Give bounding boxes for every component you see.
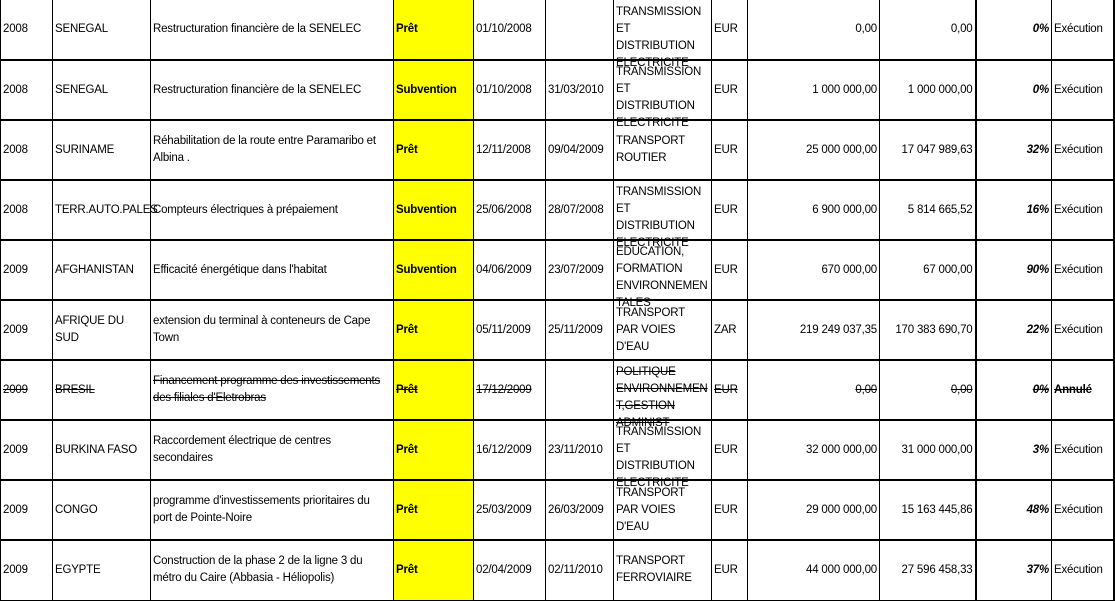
percent-cell: 0% <box>976 0 1052 60</box>
percent-cell: 22% <box>976 300 1052 360</box>
financing-type-cell: Prêt <box>394 420 474 480</box>
end-date-cell: 23/07/2009 <box>546 240 614 300</box>
country-cell: CONGO <box>53 480 151 540</box>
disbursed-cell: 0,00 <box>880 360 976 420</box>
sector-cell <box>614 60 712 129</box>
sector-cell <box>614 180 712 249</box>
end-date-cell: 25/11/2009 <box>546 300 614 360</box>
table-row[interactable] <box>1 120 1114 180</box>
currency-cell: EUR <box>712 540 748 600</box>
currency-cell: EUR <box>712 360 748 420</box>
project-cell: Raccordement électrique de centres secondaires <box>151 420 394 480</box>
sector-text: POLITIQUE ENVIRONNEMEN T,GESTION ADMINIST <box>616 366 708 429</box>
sector-cell <box>614 540 712 600</box>
percent-cell: 32% <box>976 120 1052 180</box>
country-cell: EGYPTE <box>53 540 151 600</box>
end-date-cell: 26/03/2009 <box>546 480 614 540</box>
percent-cell: 37% <box>976 540 1052 600</box>
disbursed-cell: 1 000 000,00 <box>880 60 976 120</box>
percent-cell: 90% <box>976 240 1052 300</box>
status-cell: Exécution <box>1052 180 1114 240</box>
disbursed-cell: 67 000,00 <box>880 240 976 300</box>
sector-text: EDUCATION, FORMATION ENVIRONNEMEN TALES <box>616 246 708 309</box>
end-date-cell: 09/04/2009 <box>546 120 614 180</box>
sector-cell <box>614 0 712 69</box>
status-cell: Exécution <box>1052 0 1114 60</box>
year-cell: 2009 <box>1 240 53 300</box>
financing-type-cell: Prêt <box>394 120 474 180</box>
currency-cell: EUR <box>712 480 748 540</box>
end-date-cell <box>546 0 614 60</box>
amount-cell: 0,00 <box>748 360 880 420</box>
country-cell: AFRIQUE DU SUD <box>53 300 151 360</box>
amount-cell: 670 000,00 <box>748 240 880 300</box>
year-cell: 2009 <box>1 300 53 360</box>
amount-cell: 32 000 000,00 <box>748 420 880 480</box>
financing-type-cell: Subvention <box>394 60 474 120</box>
status-cell: Exécution <box>1052 540 1114 600</box>
currency-cell: ZAR <box>712 300 748 360</box>
amount-cell: 219 249 037,35 <box>748 300 880 360</box>
country-cell: SENEGAL <box>53 60 151 120</box>
status-cell: Exécution <box>1052 60 1114 120</box>
currency-cell: EUR <box>712 60 748 120</box>
end-date-cell: 23/11/2010 <box>546 420 614 480</box>
sector-text: TRANSMISSION ET DISTRIBUTION ELECTRICITE <box>616 66 702 129</box>
disbursed-cell: 27 596 458,33 <box>880 540 976 600</box>
table-body <box>1 0 1114 600</box>
table-row[interactable] <box>1 480 1114 540</box>
table-row[interactable] <box>1 60 1114 120</box>
start-date-cell: 04/06/2009 <box>474 240 546 300</box>
table-row[interactable] <box>1 180 1114 240</box>
project-cell: Compteurs électriques à prépaiement <box>151 180 394 240</box>
sector-text: TRANSPORT PAR VOIES D'EAU <box>616 306 685 353</box>
percent-cell: 16% <box>976 180 1052 240</box>
project-cell: Restructuration financière de la SENELEC <box>151 60 394 120</box>
currency-cell: EUR <box>712 180 748 240</box>
disbursed-cell: 17 047 989,63 <box>880 120 976 180</box>
disbursed-cell: 31 000 000,00 <box>880 420 976 480</box>
start-date-cell: 01/10/2008 <box>474 60 546 120</box>
financing-type-cell: Prêt <box>394 540 474 600</box>
country-cell: SURINAME <box>53 120 151 180</box>
year-cell: 2009 <box>1 420 53 480</box>
country-cell: AFGHANISTAN <box>53 240 151 300</box>
start-date-cell: 17/12/2009 <box>474 360 546 420</box>
end-date-cell: 31/03/2010 <box>546 60 614 120</box>
financing-type-cell: Prêt <box>394 0 474 60</box>
end-date-cell <box>546 360 614 420</box>
currency-cell: EUR <box>712 240 748 300</box>
financing-type-cell: Prêt <box>394 480 474 540</box>
disbursed-cell: 0,00 <box>880 0 976 60</box>
end-date-cell: 28/07/2008 <box>546 180 614 240</box>
disbursed-cell: 5 814 665,52 <box>880 180 976 240</box>
status-cell: Exécution <box>1052 420 1114 480</box>
financing-type-cell: Subvention <box>394 180 474 240</box>
amount-cell: 0,00 <box>748 0 880 60</box>
year-cell: 2009 <box>1 480 53 540</box>
project-cell: extension du terminal à conteneurs de Cape Town <box>151 300 394 360</box>
sector-text: TRANSPORT FERROVIAIRE <box>616 555 692 585</box>
project-cell: programme d'investissements prioritaires du port de Pointe-Noire <box>151 480 394 540</box>
status-cell: Exécution <box>1052 120 1114 180</box>
start-date-cell: 25/06/2008 <box>474 180 546 240</box>
table-row[interactable] <box>1 420 1114 480</box>
project-cell: Réhabilitation de la route entre Paramaribo et Albina . <box>151 120 394 180</box>
currency-cell: EUR <box>712 120 748 180</box>
financing-type-cell: Prêt <box>394 300 474 360</box>
percent-cell: 3% <box>976 420 1052 480</box>
year-cell: 2008 <box>1 60 53 120</box>
country-cell: TERR.AUTO.PALES <box>53 180 151 240</box>
project-cell: Construction de la phase 2 de la ligne 3 du métro du Caire (Abbasia - Héliopolis) <box>151 540 394 600</box>
percent-cell: 0% <box>976 60 1052 120</box>
table-row[interactable] <box>1 540 1114 600</box>
currency-cell: EUR <box>712 0 748 60</box>
start-date-cell: 02/04/2009 <box>474 540 546 600</box>
year-cell: 2008 <box>1 0 53 60</box>
amount-cell: 29 000 000,00 <box>748 480 880 540</box>
currency-cell: EUR <box>712 420 748 480</box>
table-row[interactable] <box>1 240 1114 300</box>
project-cell: Financement programme des investissements des filiales d'Eletrobras <box>151 360 394 420</box>
table-row[interactable] <box>1 0 1114 60</box>
disbursed-cell: 170 383 690,70 <box>880 300 976 360</box>
financing-type-cell: Subvention <box>394 240 474 300</box>
year-cell: 2008 <box>1 180 53 240</box>
table-row[interactable] <box>1 300 1114 360</box>
year-cell: 2008 <box>1 120 53 180</box>
country-cell: BURKINA FASO <box>53 420 151 480</box>
sector-text: TRANSPORT ROUTIER <box>616 135 685 164</box>
start-date-cell: 12/11/2008 <box>474 120 546 180</box>
project-cell: Efficacité énergétique dans l'habitat <box>151 240 394 300</box>
sector-text: TRANSMISSION ET DISTRIBUTION ELECTRICITE <box>616 186 702 249</box>
table-row[interactable] <box>1 360 1114 420</box>
percent-cell: 0% <box>976 360 1052 420</box>
start-date-cell: 16/12/2009 <box>474 420 546 480</box>
sector-text: TRANSMISSION ET DISTRIBUTION ELECTRICITE <box>616 5 702 69</box>
status-cell: Exécution <box>1052 240 1114 300</box>
start-date-cell: 25/03/2009 <box>474 480 546 540</box>
disbursed-cell: 15 163 445,86 <box>880 480 976 540</box>
status-cell: Annulé <box>1052 360 1114 420</box>
status-cell: Exécution <box>1052 300 1114 360</box>
sector-text: TRANSMISSION ET DISTRIBUTION ELECTRICITE <box>616 426 702 489</box>
amount-cell: 1 000 000,00 <box>748 60 880 120</box>
sector-text: TRANSPORT PAR VOIES D'EAU <box>616 486 685 533</box>
start-date-cell: 05/11/2009 <box>474 300 546 360</box>
country-cell: BRESIL <box>53 360 151 420</box>
year-cell: 2009 <box>1 360 53 420</box>
financing-type-cell: Prêt <box>394 360 474 420</box>
status-cell: Exécution <box>1052 480 1114 540</box>
project-cell: Restructuration financière de la SENELEC <box>151 0 394 60</box>
sector-cell <box>614 420 712 489</box>
end-date-cell: 02/11/2010 <box>546 540 614 600</box>
sector-cell <box>614 300 712 360</box>
amount-cell: 6 900 000,00 <box>748 180 880 240</box>
sector-cell <box>614 360 712 429</box>
amount-cell: 25 000 000,00 <box>748 120 880 180</box>
year-cell: 2009 <box>1 540 53 600</box>
percent-cell: 48% <box>976 480 1052 540</box>
sector-cell <box>614 480 712 540</box>
start-date-cell: 01/10/2008 <box>474 0 546 60</box>
country-cell: SENEGAL <box>53 0 151 60</box>
sector-cell <box>614 240 712 309</box>
amount-cell: 44 000 000,00 <box>748 540 880 600</box>
